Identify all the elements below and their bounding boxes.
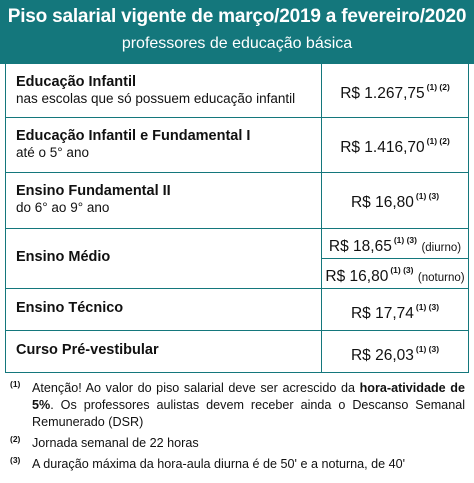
footnote-refs: (1) (3)	[415, 191, 440, 201]
shift-note: (diurno)	[421, 242, 462, 254]
footnote-3	[10, 456, 465, 473]
footnotes	[10, 380, 465, 477]
footnote-text: Jornada semanal de 22 horas	[32, 436, 199, 450]
row-value	[322, 344, 468, 365]
table-row	[6, 117, 468, 172]
row-value-noturno	[322, 265, 468, 286]
footnote-refs: (1) (2)	[426, 136, 450, 146]
row-value	[322, 191, 468, 212]
salary-amount: R$ 16,80	[350, 194, 414, 211]
row-title: Educação Infantil	[16, 74, 137, 90]
row-subtitle: nas escolas que só possuem educação infantil	[16, 91, 296, 106]
footnote-refs: (1) (3)	[415, 344, 440, 354]
table-row	[6, 330, 468, 372]
row-value-diurno	[322, 235, 468, 256]
row-value	[322, 302, 468, 323]
footnote-2	[10, 435, 465, 452]
row-label	[16, 249, 316, 266]
row-title: Ensino Médio	[16, 249, 111, 265]
table-row	[6, 64, 468, 117]
footnote-refs: (1) (2)	[426, 82, 450, 92]
footnote-refs: (1) (3)	[393, 235, 417, 245]
salary-amount: R$ 1.267,75	[340, 85, 425, 102]
footnote-refs: (1) (3)	[390, 265, 414, 275]
row-label	[16, 300, 316, 317]
row-label	[16, 74, 316, 107]
footnote-mark: (2)	[10, 434, 21, 444]
footnote-text-cont: . Os professores aulistas devem receber ainda o Descanso Semanal Remunerado (DSR)	[32, 398, 465, 429]
row-label	[16, 183, 316, 216]
row-value	[322, 136, 468, 157]
row-label	[16, 128, 316, 161]
table-row	[6, 172, 468, 228]
salary-amount: R$ 1.416,70	[340, 139, 425, 156]
salary-amount: R$ 26,03	[350, 347, 414, 364]
shift-note: (noturno)	[417, 272, 465, 284]
footnote-text: A duração máxima da hora-aula diurna é de 50' e a noturna, de 40'	[32, 457, 406, 471]
footnote-1	[10, 380, 465, 431]
salary-table	[5, 64, 469, 373]
sub-row-divider	[322, 258, 468, 259]
salary-amount: R$ 18,65	[328, 238, 392, 255]
row-label	[16, 342, 316, 359]
page-title: Piso salarial vigente de março/2019 a fevereiro/2020	[7, 6, 467, 27]
page-subtitle: professores de educação básica	[121, 35, 353, 52]
header-banner	[0, 0, 474, 64]
salary-amount: R$ 16,80	[325, 268, 389, 285]
footnote-mark: (1)	[10, 379, 21, 389]
row-value	[322, 82, 468, 103]
row-title: Educação Infantil e Fundamental I	[16, 128, 251, 144]
footnote-bold: hora-atividade de 5%	[32, 381, 465, 412]
salary-amount: R$ 17,74	[350, 305, 414, 322]
table-row	[6, 288, 468, 330]
row-subtitle: do 6° ao 9° ano	[16, 200, 110, 215]
row-subtitle: até o 5° ano	[16, 145, 89, 160]
row-title: Ensino Técnico	[16, 300, 124, 316]
footnote-refs: (1) (3)	[415, 302, 440, 312]
row-title: Ensino Fundamental II	[16, 183, 171, 199]
footnote-text: Atenção! Ao valor do piso salarial deve ser acrescido da	[32, 381, 360, 395]
footnote-mark: (3)	[10, 455, 21, 465]
row-title: Curso Pré-vestibular	[16, 342, 159, 358]
table-row	[6, 228, 468, 288]
